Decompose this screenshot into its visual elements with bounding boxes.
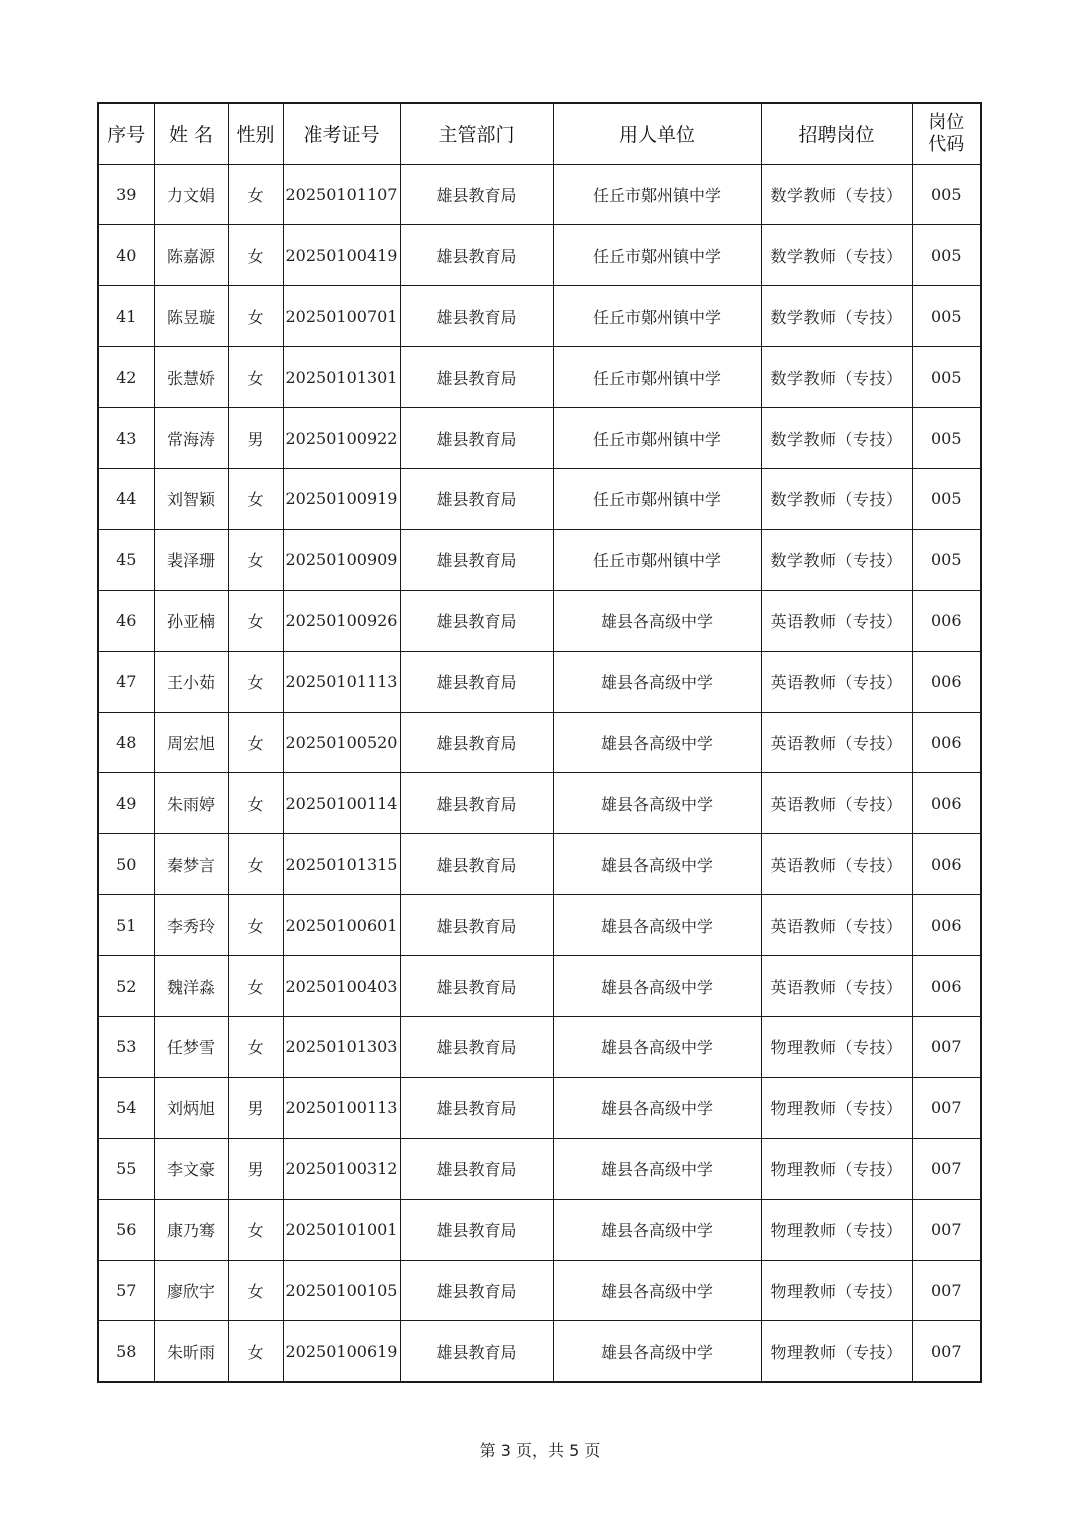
- unit-cell: 雄县各高级中学: [553, 590, 761, 651]
- header-dept: 主管部门: [400, 103, 553, 164]
- dept-cell: 雄县教育局: [400, 1077, 553, 1138]
- gender-cell: 男: [228, 408, 283, 469]
- gender-cell: 女: [228, 1199, 283, 1260]
- code-cell: 007: [912, 1077, 981, 1138]
- dept-cell: 雄县教育局: [400, 468, 553, 529]
- post-cell: 数学教师（专技）: [761, 468, 912, 529]
- name-cell: 任梦雪: [154, 1016, 228, 1077]
- exam-id-cell: 20250101107: [283, 164, 400, 225]
- code-cell: 007: [912, 1321, 981, 1382]
- exam-id-cell: 20250100114: [283, 773, 400, 834]
- name-cell: 朱雨婷: [154, 773, 228, 834]
- post-cell: 英语教师（专技）: [761, 956, 912, 1017]
- exam-id-cell: 20250101001: [283, 1199, 400, 1260]
- table-row: [98, 1138, 981, 1199]
- post-cell: 英语教师（专技）: [761, 895, 912, 956]
- exam-id-cell: 20250100419: [283, 225, 400, 286]
- name-cell: 魏洋淼: [154, 956, 228, 1017]
- unit-cell: 任丘市鄚州镇中学: [553, 408, 761, 469]
- name-cell: 王小茹: [154, 651, 228, 712]
- exam-id-cell: 20250100701: [283, 286, 400, 347]
- code-cell: 006: [912, 895, 981, 956]
- header-seq: 序号: [98, 103, 154, 164]
- seq-cell: 42: [98, 347, 154, 408]
- gender-cell: 女: [228, 834, 283, 895]
- table-row: [98, 712, 981, 773]
- unit-cell: 雄县各高级中学: [553, 1260, 761, 1321]
- code-cell: 006: [912, 590, 981, 651]
- unit-cell: 雄县各高级中学: [553, 651, 761, 712]
- seq-cell: 53: [98, 1016, 154, 1077]
- post-cell: 数学教师（专技）: [761, 286, 912, 347]
- unit-cell: 雄县各高级中学: [553, 1016, 761, 1077]
- unit-cell: 雄县各高级中学: [553, 712, 761, 773]
- code-cell: 005: [912, 225, 981, 286]
- exam-id-cell: 20250100909: [283, 529, 400, 590]
- dept-cell: 雄县教育局: [400, 1138, 553, 1199]
- unit-cell: 雄县各高级中学: [553, 895, 761, 956]
- name-cell: 陈昱璇: [154, 286, 228, 347]
- post-cell: 数学教师（专技）: [761, 408, 912, 469]
- unit-cell: 任丘市鄚州镇中学: [553, 225, 761, 286]
- gender-cell: 女: [228, 286, 283, 347]
- post-cell: 英语教师（专技）: [761, 590, 912, 651]
- seq-cell: 43: [98, 408, 154, 469]
- name-cell: 刘炳旭: [154, 1077, 228, 1138]
- dept-cell: 雄县教育局: [400, 286, 553, 347]
- dept-cell: 雄县教育局: [400, 590, 553, 651]
- exam-id-cell: 20250100919: [283, 468, 400, 529]
- gender-cell: 男: [228, 1138, 283, 1199]
- code-cell: 005: [912, 468, 981, 529]
- roster-body: [98, 164, 981, 1382]
- table-row: [98, 956, 981, 1017]
- code-cell: 005: [912, 529, 981, 590]
- code-cell: 006: [912, 773, 981, 834]
- unit-cell: 雄县各高级中学: [553, 834, 761, 895]
- gender-cell: 女: [228, 1260, 283, 1321]
- gender-cell: 女: [228, 773, 283, 834]
- table-row: [98, 286, 981, 347]
- code-cell: 005: [912, 408, 981, 469]
- code-cell: 005: [912, 164, 981, 225]
- header-name: 姓 名: [154, 103, 228, 164]
- seq-cell: 49: [98, 773, 154, 834]
- code-cell: 007: [912, 1138, 981, 1199]
- dept-cell: 雄县教育局: [400, 225, 553, 286]
- post-cell: 英语教师（专技）: [761, 834, 912, 895]
- exam-id-cell: 20250100312: [283, 1138, 400, 1199]
- unit-cell: 雄县各高级中学: [553, 956, 761, 1017]
- seq-cell: 56: [98, 1199, 154, 1260]
- unit-cell: 任丘市鄚州镇中学: [553, 468, 761, 529]
- gender-cell: 女: [228, 347, 283, 408]
- header-gender: 性别: [228, 103, 283, 164]
- table-row: [98, 590, 981, 651]
- table-row: [98, 895, 981, 956]
- seq-cell: 55: [98, 1138, 154, 1199]
- exam-id-cell: 20250100926: [283, 590, 400, 651]
- dept-cell: 雄县教育局: [400, 895, 553, 956]
- unit-cell: 任丘市鄚州镇中学: [553, 529, 761, 590]
- gender-cell: 男: [228, 1077, 283, 1138]
- unit-cell: 雄县各高级中学: [553, 773, 761, 834]
- exam-id-cell: 20250100113: [283, 1077, 400, 1138]
- seq-cell: 40: [98, 225, 154, 286]
- code-cell: 005: [912, 347, 981, 408]
- table-row: [98, 164, 981, 225]
- post-cell: 物理教师（专技）: [761, 1016, 912, 1077]
- code-cell: 006: [912, 956, 981, 1017]
- dept-cell: 雄县教育局: [400, 651, 553, 712]
- dept-cell: 雄县教育局: [400, 956, 553, 1017]
- gender-cell: 女: [228, 651, 283, 712]
- gender-cell: 女: [228, 895, 283, 956]
- seq-cell: 46: [98, 590, 154, 651]
- name-cell: 刘智颖: [154, 468, 228, 529]
- dept-cell: 雄县教育局: [400, 164, 553, 225]
- name-cell: 李秀玲: [154, 895, 228, 956]
- table-row: [98, 773, 981, 834]
- exam-id-cell: 20250100601: [283, 895, 400, 956]
- table-row: [98, 1077, 981, 1138]
- exam-id-cell: 20250101315: [283, 834, 400, 895]
- gender-cell: 女: [228, 468, 283, 529]
- seq-cell: 44: [98, 468, 154, 529]
- unit-cell: 任丘市鄚州镇中学: [553, 164, 761, 225]
- gender-cell: 女: [228, 590, 283, 651]
- table-row: [98, 347, 981, 408]
- exam-id-cell: 20250100105: [283, 1260, 400, 1321]
- unit-cell: 雄县各高级中学: [553, 1199, 761, 1260]
- dept-cell: 雄县教育局: [400, 1260, 553, 1321]
- header-exam-id: 准考证号: [283, 103, 400, 164]
- code-cell: 006: [912, 712, 981, 773]
- header-code: 岗位 代码: [912, 103, 981, 164]
- dept-cell: 雄县教育局: [400, 1321, 553, 1382]
- code-cell: 006: [912, 651, 981, 712]
- seq-cell: 51: [98, 895, 154, 956]
- dept-cell: 雄县教育局: [400, 834, 553, 895]
- post-cell: 物理教师（专技）: [761, 1260, 912, 1321]
- table-row: [98, 1199, 981, 1260]
- seq-cell: 47: [98, 651, 154, 712]
- header-row: [98, 103, 981, 164]
- exam-id-cell: 20250100520: [283, 712, 400, 773]
- post-cell: 数学教师（专技）: [761, 225, 912, 286]
- seq-cell: 41: [98, 286, 154, 347]
- table-row: [98, 651, 981, 712]
- post-cell: 物理教师（专技）: [761, 1138, 912, 1199]
- dept-cell: 雄县教育局: [400, 1016, 553, 1077]
- post-cell: 英语教师（专技）: [761, 712, 912, 773]
- code-cell: 007: [912, 1199, 981, 1260]
- gender-cell: 女: [228, 712, 283, 773]
- seq-cell: 39: [98, 164, 154, 225]
- unit-cell: 任丘市鄚州镇中学: [553, 286, 761, 347]
- gender-cell: 女: [228, 529, 283, 590]
- seq-cell: 54: [98, 1077, 154, 1138]
- unit-cell: 雄县各高级中学: [553, 1321, 761, 1382]
- dept-cell: 雄县教育局: [400, 347, 553, 408]
- post-cell: 数学教师（专技）: [761, 347, 912, 408]
- dept-cell: 雄县教育局: [400, 1199, 553, 1260]
- unit-cell: 雄县各高级中学: [553, 1138, 761, 1199]
- dept-cell: 雄县教育局: [400, 408, 553, 469]
- post-cell: 物理教师（专技）: [761, 1077, 912, 1138]
- unit-cell: 雄县各高级中学: [553, 1077, 761, 1138]
- table-row: [98, 834, 981, 895]
- seq-cell: 50: [98, 834, 154, 895]
- table-row: [98, 529, 981, 590]
- exam-id-cell: 20250100619: [283, 1321, 400, 1382]
- gender-cell: 女: [228, 164, 283, 225]
- name-cell: 孙亚楠: [154, 590, 228, 651]
- name-cell: 常海涛: [154, 408, 228, 469]
- code-cell: 007: [912, 1016, 981, 1077]
- seq-cell: 48: [98, 712, 154, 773]
- name-cell: 康乃骞: [154, 1199, 228, 1260]
- table-row: [98, 1321, 981, 1382]
- code-cell: 005: [912, 286, 981, 347]
- dept-cell: 雄县教育局: [400, 529, 553, 590]
- post-cell: 英语教师（专技）: [761, 651, 912, 712]
- dept-cell: 雄县教育局: [400, 712, 553, 773]
- exam-id-cell: 20250101113: [283, 651, 400, 712]
- gender-cell: 女: [228, 956, 283, 1017]
- gender-cell: 女: [228, 1016, 283, 1077]
- post-cell: 物理教师（专技）: [761, 1321, 912, 1382]
- header-post: 招聘岗位: [761, 103, 912, 164]
- roster-table: [97, 102, 982, 1383]
- post-cell: 英语教师（专技）: [761, 773, 912, 834]
- post-cell: 数学教师（专技）: [761, 164, 912, 225]
- name-cell: 李文豪: [154, 1138, 228, 1199]
- name-cell: 陈嘉源: [154, 225, 228, 286]
- dept-cell: 雄县教育局: [400, 773, 553, 834]
- page-number: 第 3 页，共 5 页: [479, 1441, 601, 1460]
- post-cell: 物理教师（专技）: [761, 1199, 912, 1260]
- table-row: [98, 1016, 981, 1077]
- name-cell: 周宏旭: [154, 712, 228, 773]
- table-row: [98, 408, 981, 469]
- table-row: [98, 468, 981, 529]
- seq-cell: 58: [98, 1321, 154, 1382]
- code-cell: 007: [912, 1260, 981, 1321]
- seq-cell: 57: [98, 1260, 154, 1321]
- gender-cell: 女: [228, 225, 283, 286]
- seq-cell: 52: [98, 956, 154, 1017]
- name-cell: 张慧娇: [154, 347, 228, 408]
- header-unit: 用人单位: [553, 103, 761, 164]
- unit-cell: 任丘市鄚州镇中学: [553, 347, 761, 408]
- exam-id-cell: 20250101301: [283, 347, 400, 408]
- name-cell: 廖欣宇: [154, 1260, 228, 1321]
- table-row: [98, 225, 981, 286]
- exam-id-cell: 20250100922: [283, 408, 400, 469]
- name-cell: 力文娟: [154, 164, 228, 225]
- code-cell: 006: [912, 834, 981, 895]
- table-row: [98, 1260, 981, 1321]
- name-cell: 朱昕雨: [154, 1321, 228, 1382]
- exam-id-cell: 20250100403: [283, 956, 400, 1017]
- name-cell: 裴泽珊: [154, 529, 228, 590]
- gender-cell: 女: [228, 1321, 283, 1382]
- exam-id-cell: 20250101303: [283, 1016, 400, 1077]
- name-cell: 秦梦言: [154, 834, 228, 895]
- seq-cell: 45: [98, 529, 154, 590]
- post-cell: 数学教师（专技）: [761, 529, 912, 590]
